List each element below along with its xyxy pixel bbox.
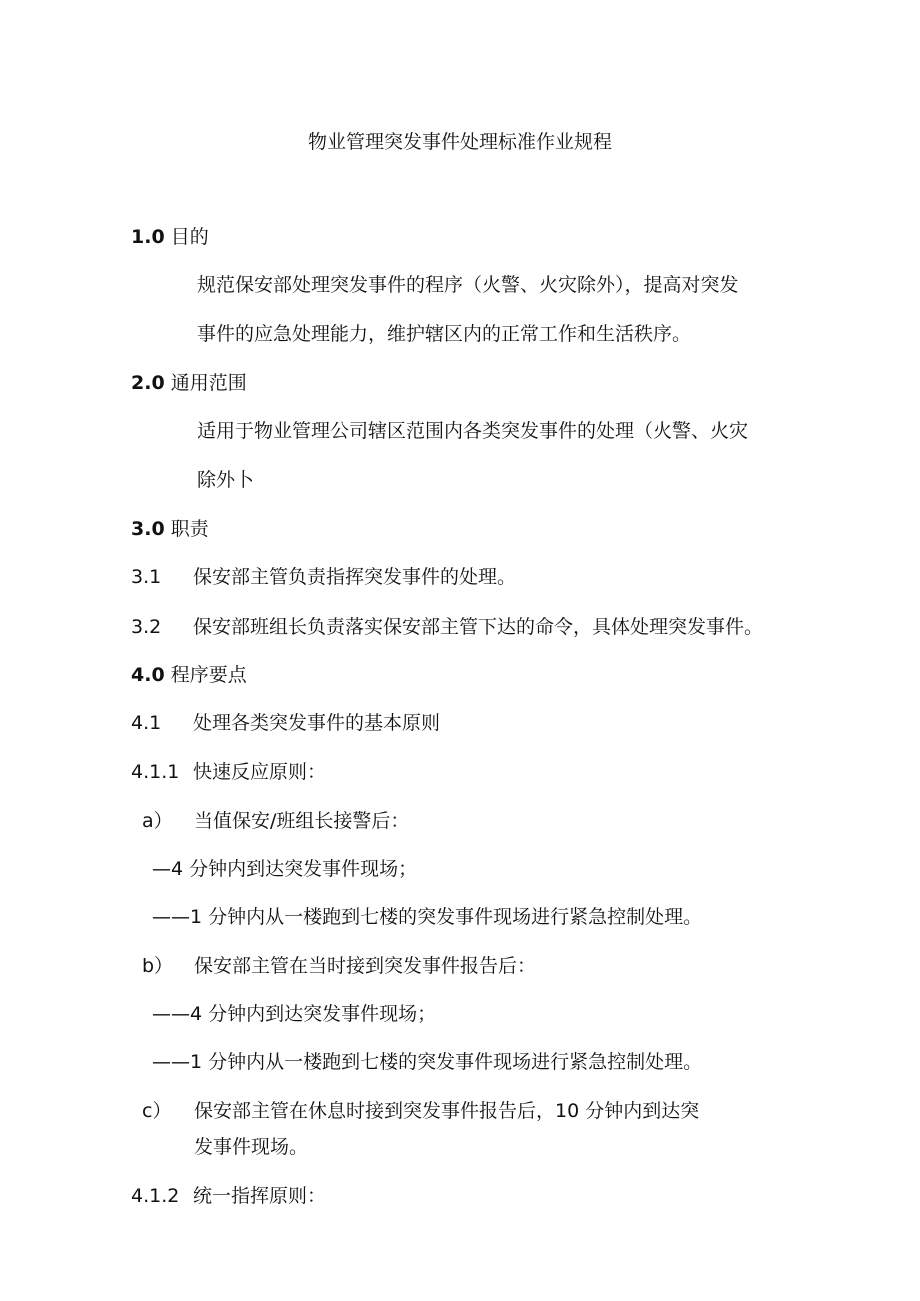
item-4-1 (131, 710, 440, 736)
section-2-heading (131, 370, 247, 396)
section-number: 2.0 (131, 372, 165, 394)
item-text: 快速反应原则： (193, 761, 327, 783)
item-text: 当值保安/班组长接警后： (194, 810, 410, 832)
section-label: 通用范围 (170, 372, 247, 394)
item-number: 4.1.1 (131, 761, 180, 783)
item-text: 保安部主管在当时接到突发事件报告后： (194, 955, 537, 977)
section-1-heading (131, 224, 209, 250)
item-a-sub-1: —4 分钟内到达突发事件现场； (152, 858, 418, 880)
section-number: 4.0 (131, 664, 165, 686)
item-4-1-1 (131, 759, 326, 785)
item-b-sub-2: ——1 分钟内从一楼跑到七楼的突发事件现场进行紧急控制处理。 (152, 1051, 703, 1073)
item-text: 保安部主管在休息时接到突发事件报告后，10 分钟内到达突 (194, 1100, 700, 1122)
section-number: 3.0 (131, 518, 165, 540)
item-4-1-2 (131, 1183, 326, 1209)
section-3-heading (131, 516, 209, 542)
section-1-body-line-1: 规范保安部处理突发事件的程序（火警、火灾除外），提高对突发 (197, 274, 739, 296)
item-text: 保安部主管负责指挥突发事件的处理。 (193, 566, 517, 588)
item-number: 3.2 (131, 616, 162, 638)
item-letter: c） (142, 1100, 172, 1122)
section-number: 1.0 (131, 226, 165, 248)
item-c (142, 1098, 699, 1124)
section-label: 程序要点 (170, 664, 247, 686)
item-text: 处理各类突发事件的基本原则 (193, 712, 441, 734)
item-b (142, 953, 536, 979)
item-a-sub-2: ——1 分钟内从一楼跑到七楼的突发事件现场进行紧急控制处理。 (152, 906, 703, 928)
item-text: 统一指挥原则： (193, 1185, 327, 1207)
item-number: 4.1.2 (131, 1185, 180, 1207)
section-2-body-line-1: 适用于物业管理公司辖区范围内各类突发事件的处理（火警、火灾 (197, 420, 749, 442)
item-a (142, 808, 409, 834)
item-3-1 (131, 564, 516, 590)
section-label: 目的 (170, 226, 209, 248)
document-title: 物业管理突发事件处理标准作业规程 (307, 131, 612, 153)
section-2-body-line-2: 除外卜 (197, 469, 255, 491)
item-c-continuation: 发事件现场。 (194, 1136, 309, 1158)
section-label: 职责 (170, 518, 209, 540)
item-number: 4.1 (131, 712, 162, 734)
section-1-body-line-2: 事件的应急处理能力，维护辖区内的正常工作和生活秩序。 (197, 323, 692, 345)
item-3-2 (131, 614, 763, 640)
item-b-sub-1: ——4 分钟内到达突发事件现场； (152, 1003, 437, 1025)
item-number: 3.1 (131, 566, 162, 588)
section-4-heading (131, 662, 247, 688)
item-letter: a） (142, 810, 173, 832)
item-text: 保安部班组长负责落实保安部主管下达的命令，具体处理突发事件。 (193, 616, 764, 638)
item-letter: b） (142, 955, 174, 977)
